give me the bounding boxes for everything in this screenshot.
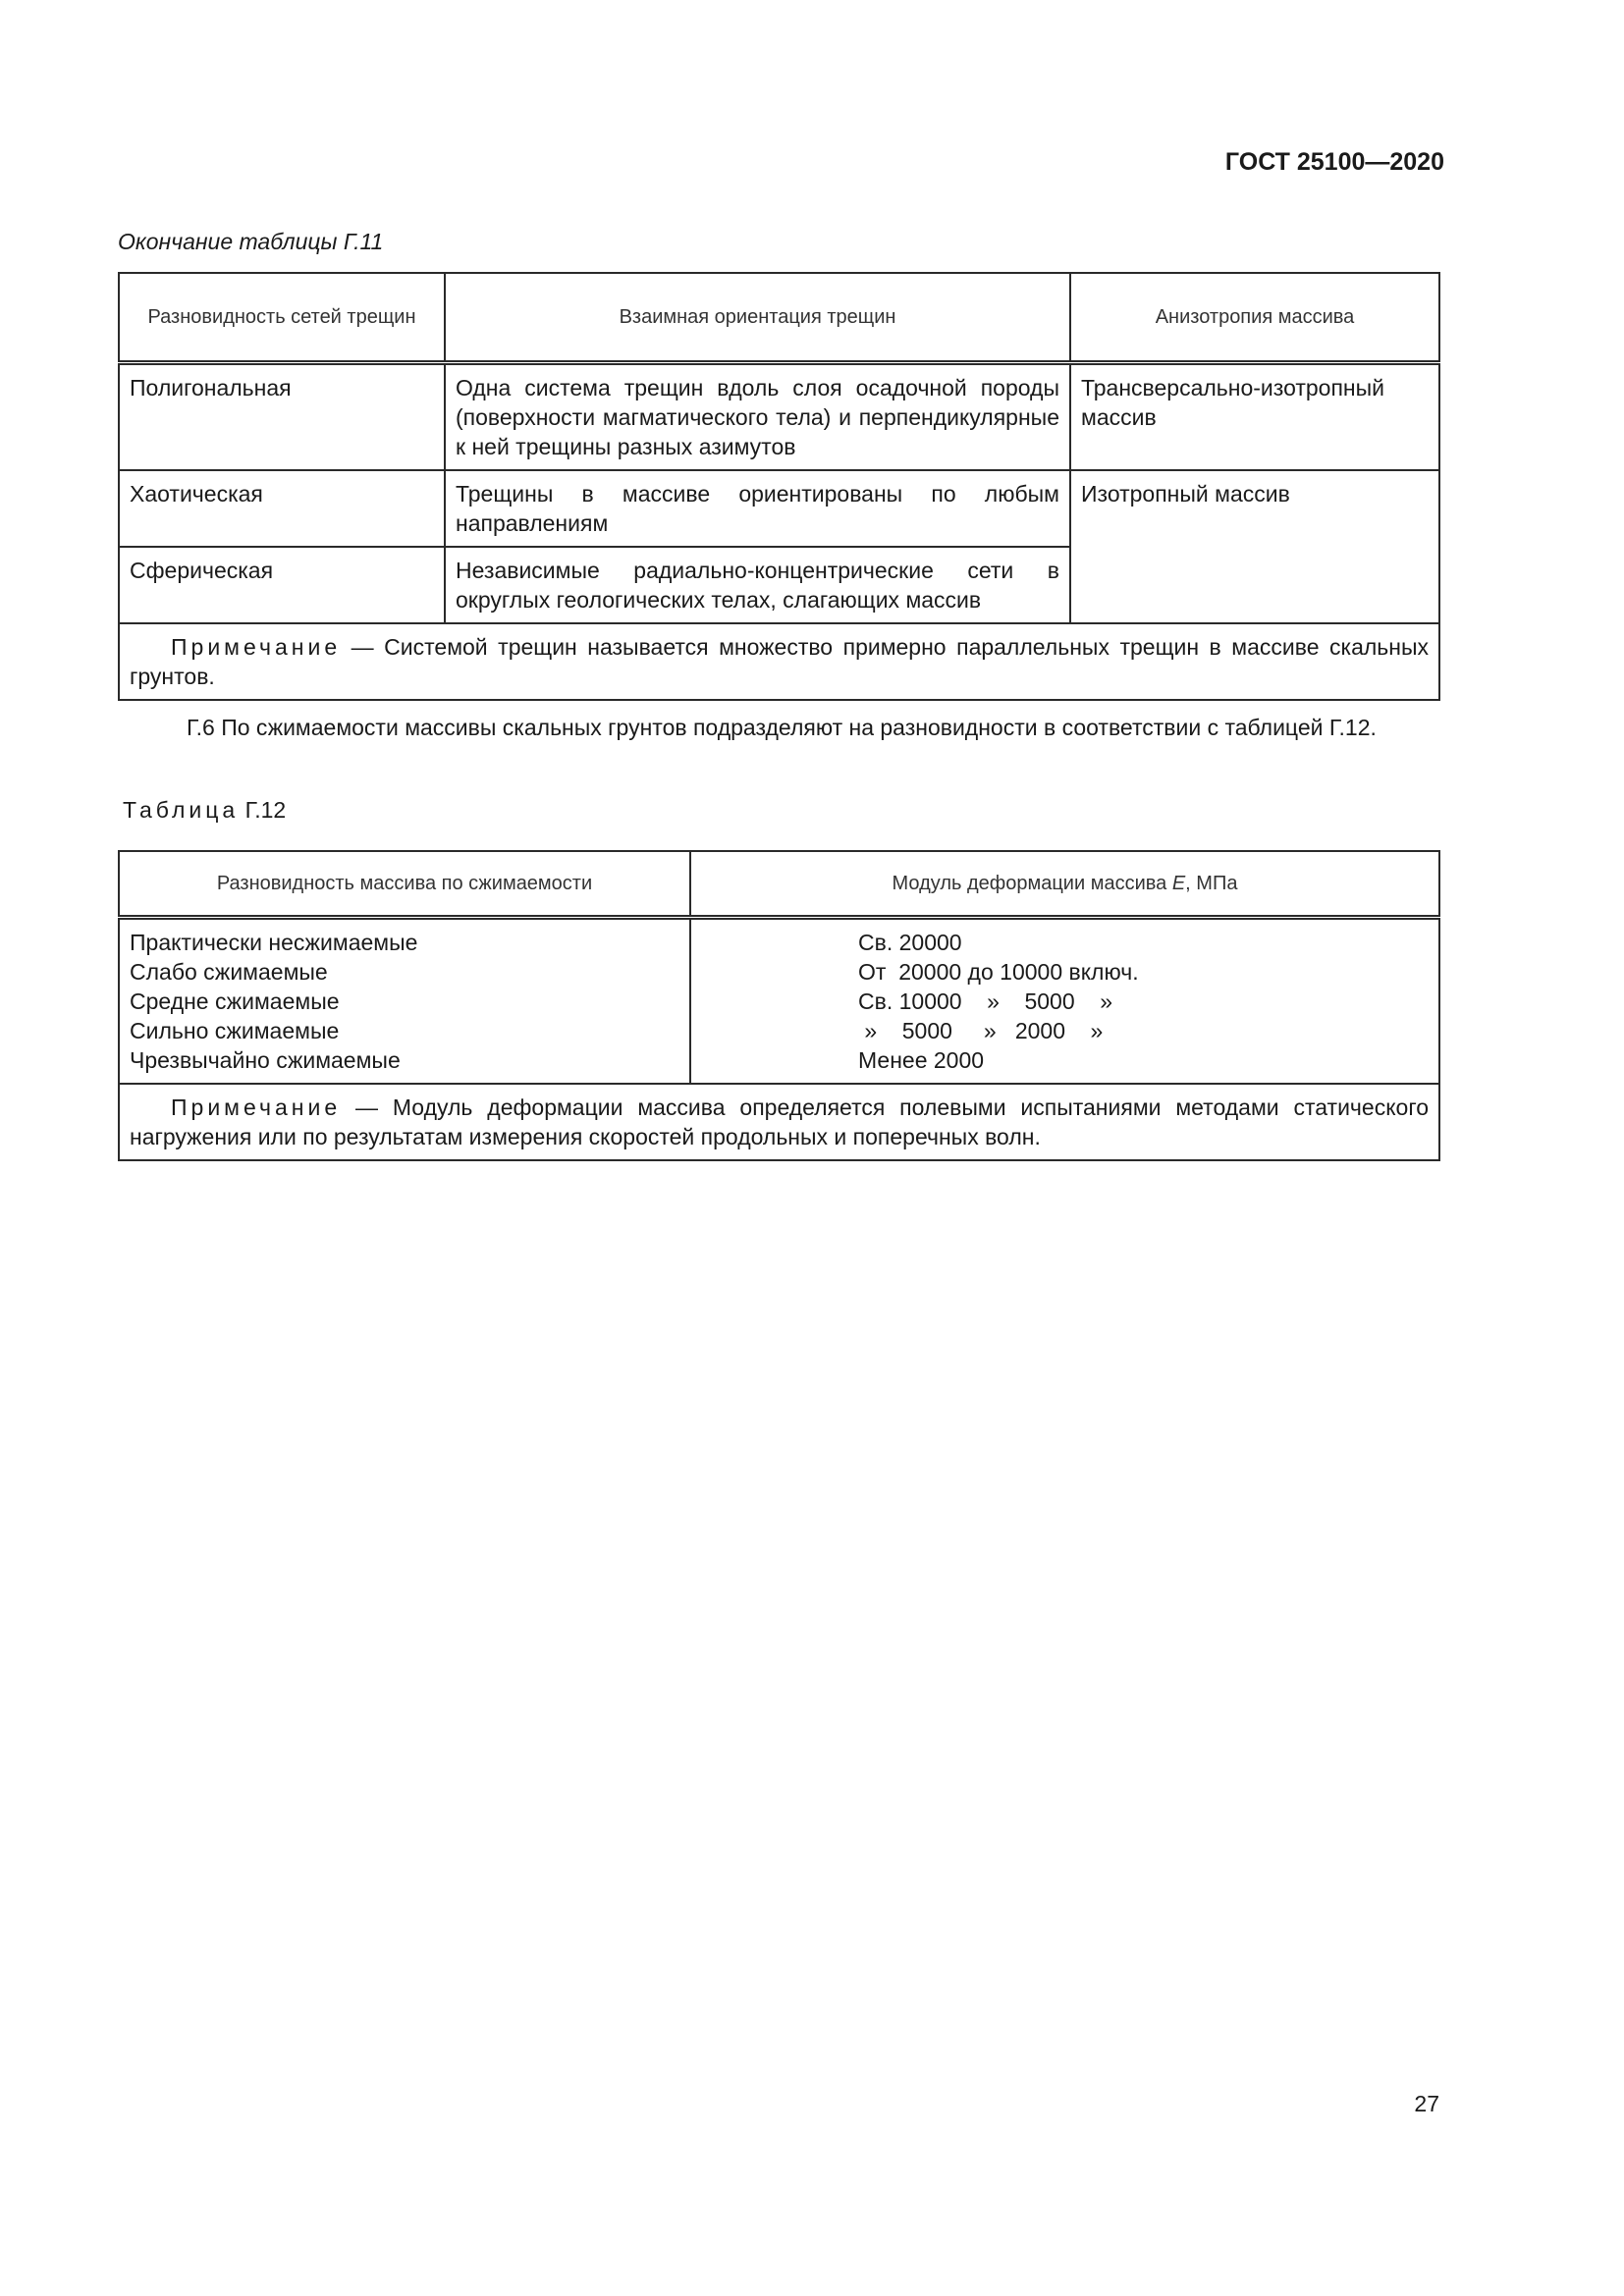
header-modulus-variable: E (1171, 873, 1186, 894)
table-g12-caption-label: Таблица (123, 797, 240, 823)
page-number: 27 (1414, 2091, 1439, 2116)
paragraph-g6: Г.6 По сжимаемости массивы скальных грунтов подразделяют на разновидности в соответствии с таблицей Г.12. (187, 715, 1377, 740)
table-cell: Полигональная (119, 363, 445, 471)
kind-item: Сильно сжимаемые (130, 1018, 340, 1043)
value-item: Св. 20000 (858, 930, 962, 955)
kind-item: Чрезвычайно сжимаемые (130, 1047, 401, 1073)
table-cell: Хаотическая (119, 470, 445, 547)
table-g11-header-orientation: Взаимная ориентация трещин (445, 273, 1070, 363)
table-g11 (118, 272, 1440, 701)
table-cell: Одна система трещин вдоль слоя осадочной породы (поверхности магматического тела) и перпендикулярные к ней трещины разных азимутов (445, 363, 1070, 471)
table-g12-kinds-cell (119, 918, 690, 1085)
table-g12 (118, 850, 1440, 1161)
table-row (119, 363, 1439, 471)
kind-item: Слабо сжимаемые (130, 959, 328, 985)
header-modulus-text: Модуль деформации массива (892, 873, 1172, 894)
note-label: Примечание (171, 634, 342, 660)
table-g12-header-modulus (690, 851, 1439, 918)
note-label: Примечание (171, 1095, 342, 1120)
table-g12-caption (123, 797, 286, 824)
table-g11-header-type: Разновидность сетей трещин (119, 273, 445, 363)
document-id: ГОСТ 25100—2020 (1224, 148, 1444, 176)
kind-item: Практически несжимаемые (130, 930, 418, 955)
note-text: — Модуль деформации массива определяется полевыми испытаниями методами статического нагружения или по результатам измерения скоростей продольных и поперечных волн. (130, 1095, 1429, 1149)
table-cell: Изотропный массив (1070, 470, 1439, 623)
kind-item: Средне сжимаемые (130, 988, 340, 1014)
table-note-row (119, 1084, 1439, 1160)
value-item: » 5000 » 2000 » (858, 1018, 1104, 1043)
table-g12-note (119, 1084, 1439, 1160)
note-text: — Системой трещин называется множество примерно параллельных трещин в массиве скальных грунтов. (130, 634, 1429, 689)
table-cell: Независимые радиально-концентрические сети в округлых геологических телах, слагающих массив (445, 547, 1070, 623)
value-item: Менее 2000 (858, 1047, 985, 1073)
table-row (119, 470, 1439, 547)
table-cell: Трансверсально-изотропный массив (1070, 363, 1439, 471)
table-g11-note (119, 623, 1439, 700)
table-row (119, 918, 1439, 1085)
table-g11-header-anisotropy: Анизотропия массива (1070, 273, 1439, 363)
table-cell: Трещины в массиве ориентированы по любым направлениям (445, 470, 1070, 547)
table-note-row (119, 623, 1439, 700)
header-modulus-unit: , МПа (1185, 873, 1238, 894)
table-g12-values-cell (690, 918, 1439, 1085)
table-cell: Сферическая (119, 547, 445, 623)
table-g11-caption: Окончание таблицы Г.11 (118, 229, 384, 254)
value-item: Св. 10000 » 5000 » (858, 988, 1112, 1014)
table-g12-header-kind: Разновидность массива по сжимаемости (119, 851, 690, 918)
table-g12-caption-number: Г.12 (244, 797, 287, 823)
value-item: От 20000 до 10000 включ. (858, 959, 1139, 985)
